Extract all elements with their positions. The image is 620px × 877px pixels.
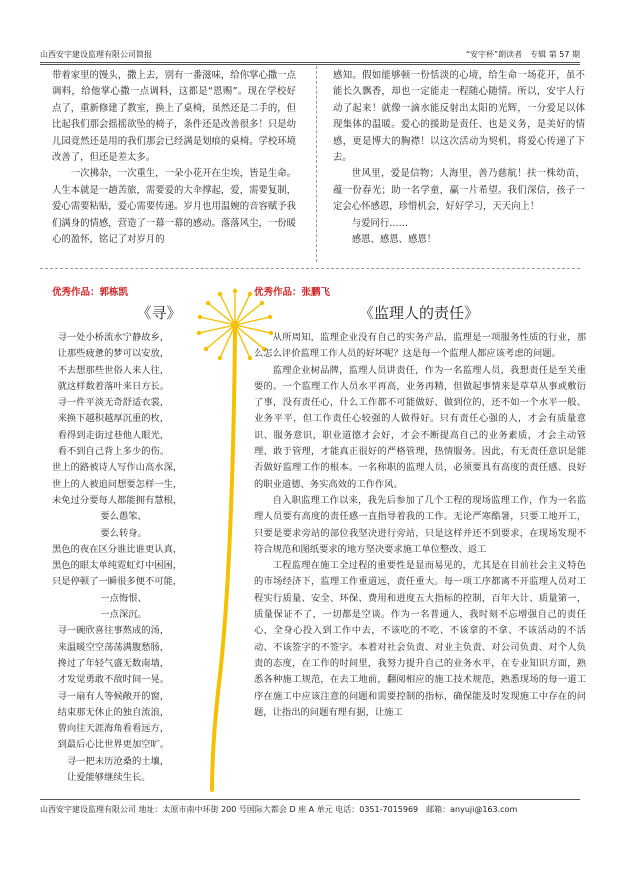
paragraph: 带着家里的馒头，撒上去，别有一番滋味，给你掌心撒一点调料，给他掌心撒一点调料，这都是“恩赐”。现在学校好点了，重新修建了教室，换上了桌椅，虽然还是二手的，但比起我们那会摇摇欲坠的椅子，条件还是改善很多！只是幼儿园竟然还是用的我们那会已经满是划痕的桌椅。学校环境改善了，但还是差太多。 [52,70,296,164]
paragraph: 从所周知，监理企业没有自己的实务产品，监理是一项服务性质的行业，那么怎么评价监理工作人员的好坏呢？这是每一个监理人都应该考虑的问题。 [254,332,586,360]
poem-line: 让爱能够继续生长。 [66,772,151,784]
poem-line: 来换下越积越厚沉重的枚， [57,413,170,425]
top-right-column [333,68,585,248]
paragraph: 工程监理在施工全过程的重要性是显而易见的，尤其是在目前社会主义特色的市场经济下，监理工作重道远，责任重大。每一项工序都离不开监理人员对工程实行质量、安全、环保、费用和进度五大指标的控制，百年大计、质量第一，质量保证不了，一切都是空谈。作为一名普通人，我时刻不忘增强自己的责任心，全身心投入到工作中去，不该吃的不吃、不该拿的不拿、不该活动的不活动、不该签字的不签字。本着对社会负责、对业主负责、对公司负责、对个人负责的态度，在工作的时间里，我努力提升自己的业务水平，在专业知识方面，熟悉各种施工规范，在去工地前，翻阅相应的施工技术规范，熟悉现场的每一道工序在施工中应该注意的问题和需要控制的指标，确保能及时发现施工中存在的问题，让指出的问题有理有据，让施工 [254,560,586,718]
column-divider [316,66,317,262]
page-footer: 山西安宇建设监理有限公司 地址：太原市南中环街 200 号国际大都会 D 座 A 单元 电话：0351-7015969 邮箱：anyuji@163.com [40,799,580,815]
essay-body [254,330,586,721]
paragraph: 监理企业树品牌，监理人员讲责任，作为一名监理人员，我想责任是至关重要的。一个监理工作人员水平再高，业务再精，但做起事情来是草草从事或敷衍了事，没有责任心，什么工作都不可能做好、做到位的，还不如一个水平一般、业务平平，但工作责任心较强的人做得好。只有责任心强的人，才会有质量意识、服务意识，职业道德才会好，才会不断提高自己的业务素质，才会主动管理、敢于管理，才能真正很好的严格管理，热情服务。因此，有无责任意识是能否做好监理工作的根本。一名称职的监理人员，必须要具有高度的责任感、良好的职业道德、务实高效的工作作风。 [254,364,586,490]
poem-body [52,330,266,786]
poem-line: 一点悔恨、 [100,592,147,604]
poem-line: 看得到走街过巷他人眼光， [57,429,170,441]
poem-title: 《寻》 [136,304,182,322]
poem-line: 寻一扇有人等候敞开的窗， [57,690,170,702]
poem-line: 黑色的眼太单纯霓虹灯中困困， [52,560,183,572]
header-rule [40,64,580,65]
paragraph: 一次拂杂，一次重生，一朵小花开在尘埃，皆是生命。人生本就是一趟苦旅，需要爱的大伞撑起，爱，需要复制，爱心需要粘贴，爱心需要传递。岁月也用温婉的音容赋予我们满身的情感，营造了一幕一幕的感动。落落风尘，一份暖心的盈怀，铭记了对岁月的 [52,168,296,246]
poem-line: 才发觉勇敢不敌时间一晃。 [57,674,170,686]
paragraph: 感知。假如能够顿一份恬淡的心境，给生命一场花开，虽不能长久飘香，却也一定能走一程随心随情。所以，安宇人行动了起来！就像一滴水能反射出太阳的光辉，一分爱足以体现集体的温暖。爱心的援助是责任、也是义务，是美好的情感，更是博大的胸襟！以这次活动为契机，将爱心传递了下去。 [333,70,585,164]
poem-line: 寻一处小桥流水宁静故乡， [57,332,170,343]
poem-line: 看不到自己背上多少的伤。 [57,446,170,458]
poem-line: 结束那无休止的独自流浪， [57,706,170,718]
section-divider [40,268,580,269]
header-company: 山西安宇建设监理有限公司简报 [40,50,152,59]
poem-line: 黑色的夜在区分谁比谁更认真， [52,543,183,555]
paragraph: 自入职监理工作以来，我先后参加了几个工程的现场监理工作，作为一名监理人员要有高度的责任感一直指导着我的工作。无论严寒酷暑，只要工地开工，只要是要求旁站的部位我坚决进行旁站，只是这样并还不到要求，在现场发现不符合规范和图纸要求的地方坚决要求施工单位整改、返工 [254,494,586,555]
poem-line: 世上的人被追问想要怎样一生， [52,478,183,490]
award-label-right: 优秀作品：张鹏飞 [254,287,331,298]
paragraph: 世风里，爱是信物；人海里，善乃慈航！扶一株幼苗，蕴一份春光；助一名学童，赢一片希望。我们深信，孩子一定会心怀感恩，珍惜机会，好好学习，天天向上！ [333,168,585,213]
poem-line: 就这样数着落叶来日方长。 [57,380,170,392]
poem-line: 一点深沉。 [100,609,147,621]
essay-title: 《监理人的责任》 [358,304,479,322]
poem-line: 不去想那些世俗人来人往， [57,364,170,376]
award-label-left: 优秀作品：郭栋凯 [52,287,129,298]
page-header [40,44,580,63]
poem-line: 到最后心比世界更加空旷。 [57,739,170,751]
paragraph: 感恩、感恩、感恩！ [351,234,437,246]
poem-line: 寻一碗欣喜往事熬成的汤， [57,625,170,637]
poem-line: 寻一件平淡无奇舒适衣裳， [57,397,170,409]
top-left-column [52,68,296,248]
header-issue: “安宇杯”朗读者 专辑 第 57 期 [465,50,580,59]
paragraph: 与爱同行…… [351,217,409,229]
poem-line: 让那些疲惫的梦可以安放， [57,348,170,360]
poem-line: 搀过了年轻气盛无数南墙， [57,657,170,669]
poem-line: 要么转身。 [100,527,147,539]
poem-line: 寻一把未历沧桑的土壤， [66,755,170,767]
poem-line: 要么愚笨、 [100,511,147,523]
poem-line: 来温暖空空荡荡满腹愁肠， [57,641,170,653]
poem-line: 曾向往天涯海角看看远方， [57,723,170,735]
poem-line: 世上的路被诗人写作山高水深， [52,462,183,474]
poem-line: 未免过分要每人都能拥有慧根， [52,494,183,506]
poem-line: 只是停顿了一瞬很多便不可能， [52,576,183,588]
